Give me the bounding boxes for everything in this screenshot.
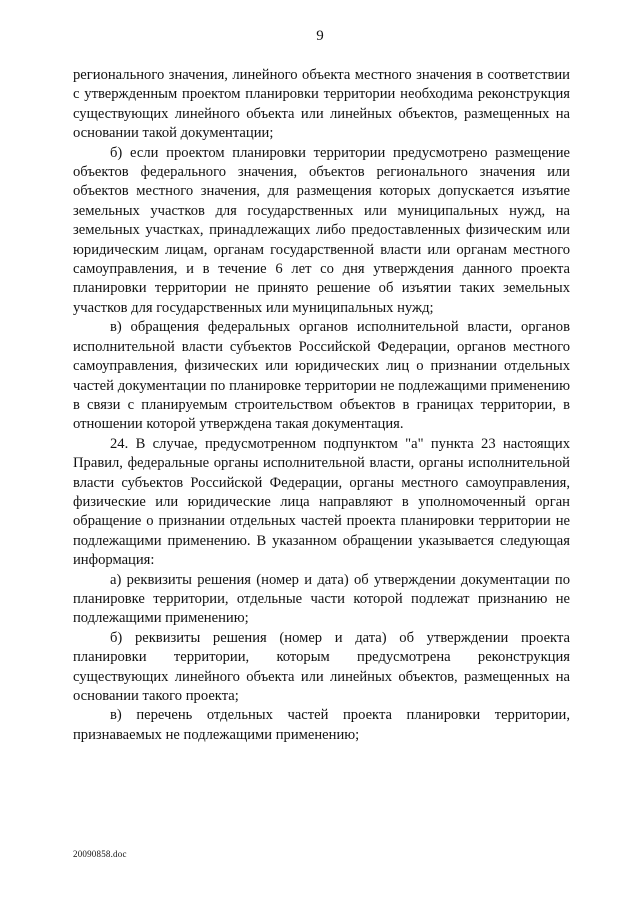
page-number: 9 <box>316 28 324 44</box>
paragraph-item-v: в) обращения федеральных органов исполнительной власти, органов исполнительной власти субъектов Российской Федерации, органов местного самоуправления, физических или юридических лиц о признании отдельных частей документации по планировке территории не подлежащими применению в связи с планируемым строительством объектов в границах территории, в отношении которой утверждена такая документация. <box>73 319 570 433</box>
paragraph-subitem-a: а) реквизиты решения (номер и дата) об утверждении документации по планировке территории, отдельные части которой подлежат признанию не подлежащими применению; <box>73 571 570 627</box>
paragraph-clause-24: 24. В случае, предусмотренном подпунктом "а" пункта 23 настоящих Правил, федеральные органы исполнительной власти, органы исполнительной власти субъектов Российской Федерации, органы местного самоуправления, физические или юридические лица направляют в уполномоченный орган обращение о признании отдельных частей проекта планировки территории не подлежащими применению. В указанном обращении указывается следующая информация: <box>73 435 570 569</box>
document-filename: 20090858.doc <box>73 849 127 859</box>
document-body <box>73 66 570 745</box>
paragraph-subitem-v: в) перечень отдельных частей проекта планировки территории, признаваемых не подлежащими применению; <box>73 707 570 743</box>
paragraph-item-b: б) если проектом планировки территории предусмотрено размещение объектов федерального значения, объектов регионального значения или объектов местного значения, для размещения которых допускается изъятие земельных участков для государственных или муниципальных нужд, на земельных участках, принадлежащих либо предоставленных физическим или юридическим лицам, органам государственной власти или органам местного самоуправления, и в течение 6 лет со дня утверждения данного проекта планировки территории не принято решение об изъятии таких земельных участков для государственных или муниципальных нужд; <box>73 144 570 316</box>
paragraph-subitem-b: б) реквизиты решения (номер и дата) об утверждении проекта планировки территории, которым предусмотрена реконструкция существующих линейного объекта или линейных объектов, размещенных на основании такого проекта; <box>73 629 570 704</box>
paragraph-continuation: регионального значения, линейного объекта местного значения в соответствии с утвержденным проектом планировки территории необходима реконструкция существующих линейного объекта или линейных объектов, размещенных на основании такой документации; <box>73 67 570 142</box>
